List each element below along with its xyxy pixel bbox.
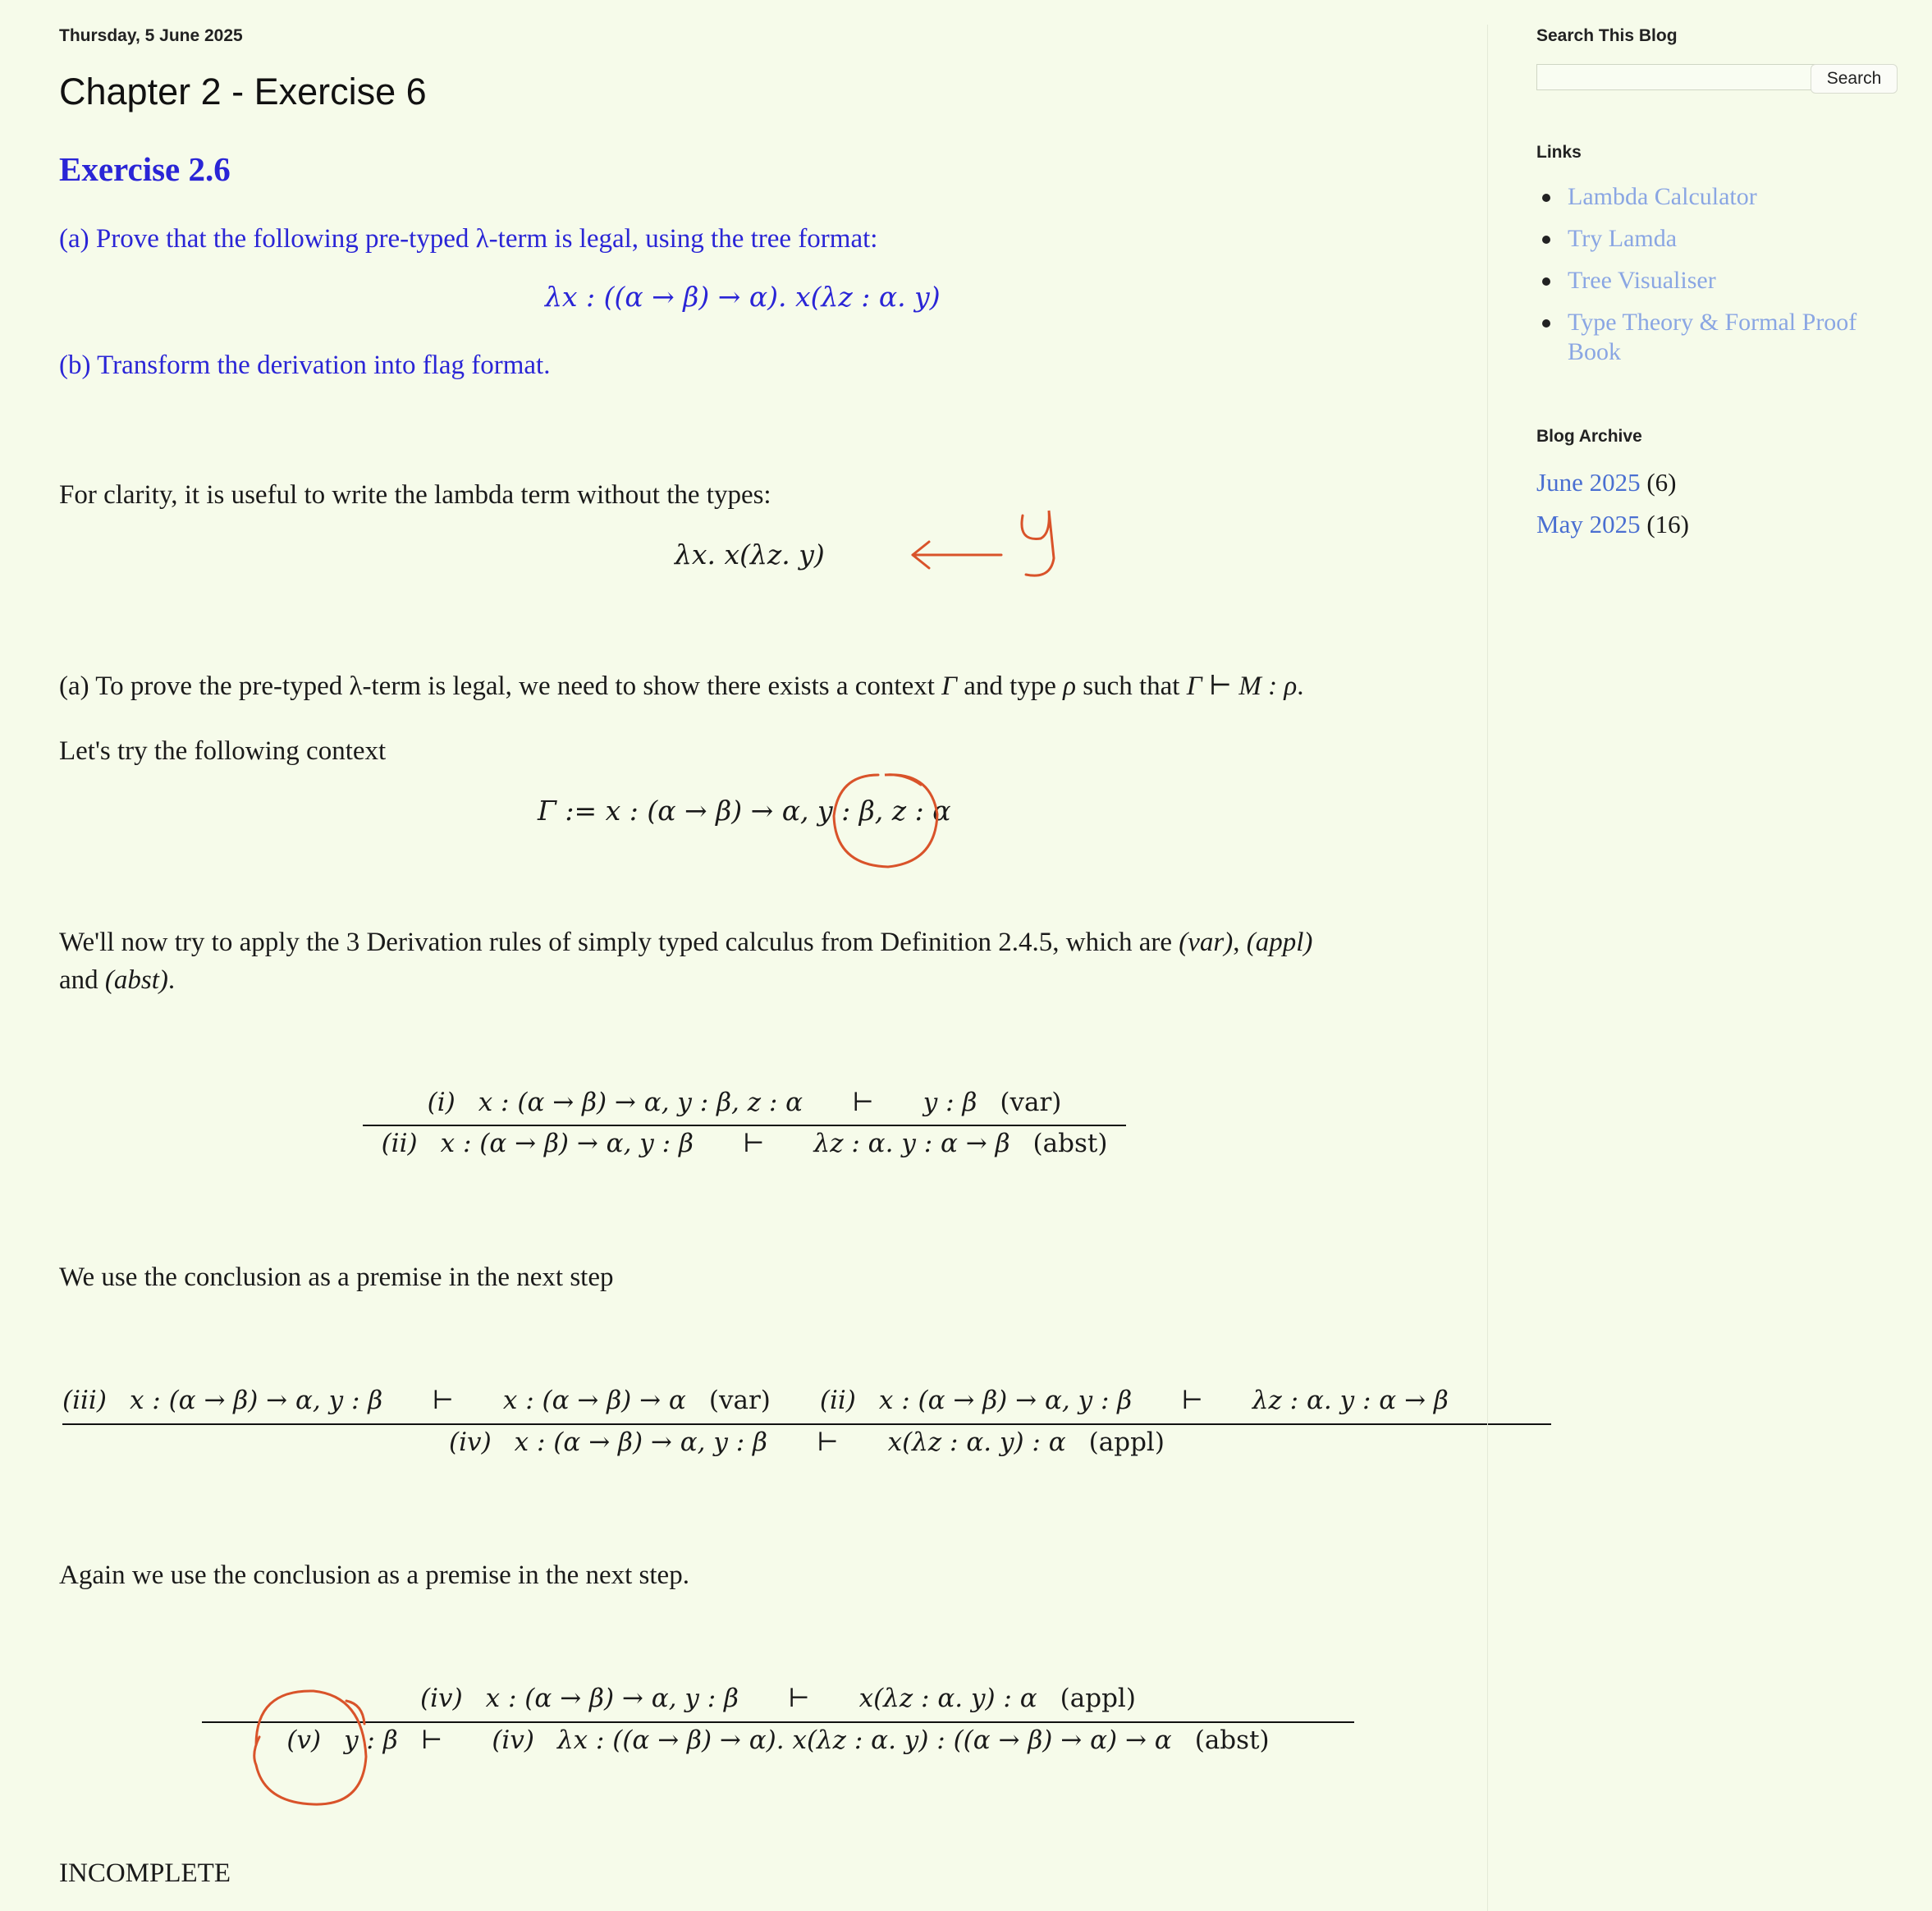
tree2-bottom-context: x : (α → β) → α, y : β: [514, 1428, 767, 1457]
judgement: Γ ⊢ M : ρ: [1186, 671, 1298, 701]
tree2-conclusion: [62, 1428, 1551, 1457]
tree1-conclusion: [363, 1129, 1126, 1158]
tree2-right-context: x : (α → β) → α, y : β: [878, 1386, 1133, 1415]
use-conclusion-text: We use the conclusion as a premise in the next step: [59, 1263, 614, 1292]
rule-var: (var): [1179, 928, 1234, 957]
link-label[interactable]: Try Lamda: [1568, 225, 1678, 252]
post-title[interactable]: Chapter 2 - Exercise 6: [59, 71, 427, 112]
tree3-bottom-rule: (abst): [1194, 1725, 1270, 1755]
proof-intro-text-2: and type: [956, 671, 1064, 701]
bullet-icon: [1542, 194, 1550, 202]
link-tree-visualiser[interactable]: [1536, 266, 1898, 296]
tree3-bottom-turnstile: ⊢: [420, 1725, 443, 1755]
tree2-bottom-label: (iv): [449, 1428, 492, 1457]
tree1-bottom-turnstile: ⊢: [742, 1129, 765, 1158]
rule-separator: ,: [1233, 928, 1247, 957]
archive-count-may-2025: (16): [1646, 510, 1689, 538]
rules-text-end: .: [167, 965, 176, 995]
tree3-top-context: x : (α → β) → α, y : β: [485, 1684, 739, 1713]
tree1-bottom-label: (ii): [381, 1129, 418, 1158]
gamma-symbol: Γ: [941, 671, 957, 701]
tree1-bottom-rule: (abst): [1032, 1129, 1108, 1158]
tree1-inference-line: [363, 1125, 1126, 1126]
clarity-text: For clarity, it is useful to write the lambda term without the types:: [59, 480, 771, 510]
tree3-bottom-label: (v): [286, 1725, 322, 1755]
incomplete-text: INCOMPLETE: [59, 1858, 231, 1888]
rho-symbol: ρ: [1063, 671, 1076, 701]
try-context-text: Let's try the following context: [59, 736, 387, 766]
tree2-right-turnstile: ⊢: [1181, 1386, 1203, 1415]
derivation-tree-1: [363, 1088, 1126, 1162]
link-label[interactable]: Lambda Calculator: [1568, 183, 1757, 210]
tree3-top-rule: (appl): [1060, 1684, 1136, 1713]
tree3-top-statement: x(λz : α. y) : α: [858, 1684, 1037, 1713]
bullet-icon: [1542, 319, 1550, 328]
link-label[interactable]: Tree Visualiser: [1568, 267, 1716, 294]
tree2-bottom-statement: x(λz : α. y) : α: [887, 1428, 1066, 1457]
part-b-prompt: (b) Transform the derivation into flag format.: [59, 351, 551, 380]
archive-count-june-2025: (6): [1646, 468, 1677, 497]
rules-text-a: We'll now try to apply the 3 Derivation rules of simply typed calculus from Definition 2.4.5, which are: [59, 928, 1179, 957]
tree1-bottom-statement: λz : α. y : α → β: [813, 1129, 1010, 1158]
proof-intro: [59, 667, 1303, 705]
tree3-bottom-statement: λx : ((α → β) → α). x(λz : α. y) : ((α → β) → α) → α: [556, 1725, 1172, 1755]
link-try-lamda[interactable]: [1536, 224, 1898, 254]
derivation-tree-2: [62, 1386, 1551, 1461]
tree3-bottom-context: y : β: [344, 1725, 398, 1755]
context-definition: Γ := x : (α → β) → α, y : β, z : α: [538, 795, 951, 827]
archive-item-june-2025: [1536, 468, 1676, 497]
archive-item-may-2025: [1536, 510, 1689, 539]
part-a-prompt: (a) Prove that the following pre-typed λ-term is legal, using the tree format:: [59, 224, 878, 254]
rules-text-line-2: [59, 961, 175, 999]
untyped-term: λx. x(λz. y): [675, 538, 825, 571]
tree3-top-label: (iv): [420, 1684, 463, 1713]
proof-intro-text-4: .: [1297, 671, 1304, 701]
column-divider: [1487, 25, 1488, 1911]
rules-text-line-1: [59, 923, 1312, 961]
link-label[interactable]: Type Theory & Formal Proof Book: [1568, 309, 1857, 365]
archive-link-may-2025[interactable]: May 2025: [1536, 510, 1641, 538]
tree1-top-statement: y : β: [923, 1088, 977, 1117]
post-main: [59, 0, 1471, 1911]
proof-intro-text-1: (a) To prove the pre-typed λ-term is legal, we need to show there exists a context: [59, 671, 942, 701]
tree2-premises: [62, 1386, 1551, 1415]
tree2-right-statement: λz : α. y : α → β: [1252, 1386, 1449, 1415]
handwritten-arrow-annotation: [847, 501, 1077, 583]
links-heading: Links: [1536, 143, 1582, 162]
tree2-right-label: (ii): [819, 1386, 856, 1415]
search-heading: Search This Blog: [1536, 26, 1678, 45]
tree2-inference-line: [62, 1423, 1551, 1425]
tree1-top-label: (i): [427, 1088, 456, 1117]
tree1-bottom-context: x : (α → β) → α, y : β: [440, 1129, 694, 1158]
tree1-top-rule: (var): [1000, 1088, 1062, 1117]
links-list: [1536, 182, 1898, 379]
exercise-heading: Exercise 2.6: [59, 150, 231, 188]
again-text: Again we use the conclusion as a premise in the next step.: [59, 1560, 689, 1590]
tree3-inference-line: [202, 1721, 1354, 1723]
tree1-top-turnstile: ⊢: [852, 1088, 874, 1117]
tree2-left-label: (iii): [62, 1386, 107, 1415]
tree2-left-turnstile: ⊢: [432, 1386, 454, 1415]
tree3-conclusion: [202, 1725, 1354, 1755]
bullet-icon: [1542, 277, 1550, 286]
tree2-bottom-turnstile: ⊢: [816, 1428, 839, 1457]
link-type-theory-book[interactable]: [1536, 308, 1898, 367]
tree2-left-statement: x : (α → β) → α: [502, 1386, 686, 1415]
tree3-bottom-label2: (iv): [492, 1725, 534, 1755]
tree1-top-context: x : (α → β) → α, y : β, z : α: [478, 1088, 803, 1117]
search-input[interactable]: [1536, 64, 1819, 90]
archive-heading: Blog Archive: [1536, 427, 1642, 446]
tree3-top-turnstile: ⊢: [787, 1684, 810, 1713]
tree3-premise: [202, 1684, 1354, 1713]
tree2-left-context: x : (α → β) → α, y : β: [129, 1386, 383, 1415]
proof-intro-text-3: such that: [1076, 671, 1187, 701]
tree2-bottom-rule: (appl): [1088, 1428, 1165, 1457]
rule-abst: (abst): [104, 965, 168, 995]
tree2-left-rule: (var): [708, 1386, 771, 1415]
derivation-tree-3: [202, 1684, 1354, 1759]
post-date: Thursday, 5 June 2025: [59, 26, 243, 45]
rules-text-b: and: [59, 965, 105, 995]
bullet-icon: [1542, 236, 1550, 244]
search-button[interactable]: Search: [1811, 64, 1898, 94]
rule-appl: (appl): [1246, 928, 1313, 957]
link-lambda-calculator[interactable]: [1536, 182, 1898, 212]
archive-link-june-2025[interactable]: June 2025: [1536, 468, 1641, 497]
tree1-premise: [363, 1088, 1126, 1117]
typed-term: λx : ((α → β) → α). x(λz : α. y): [545, 281, 941, 313]
